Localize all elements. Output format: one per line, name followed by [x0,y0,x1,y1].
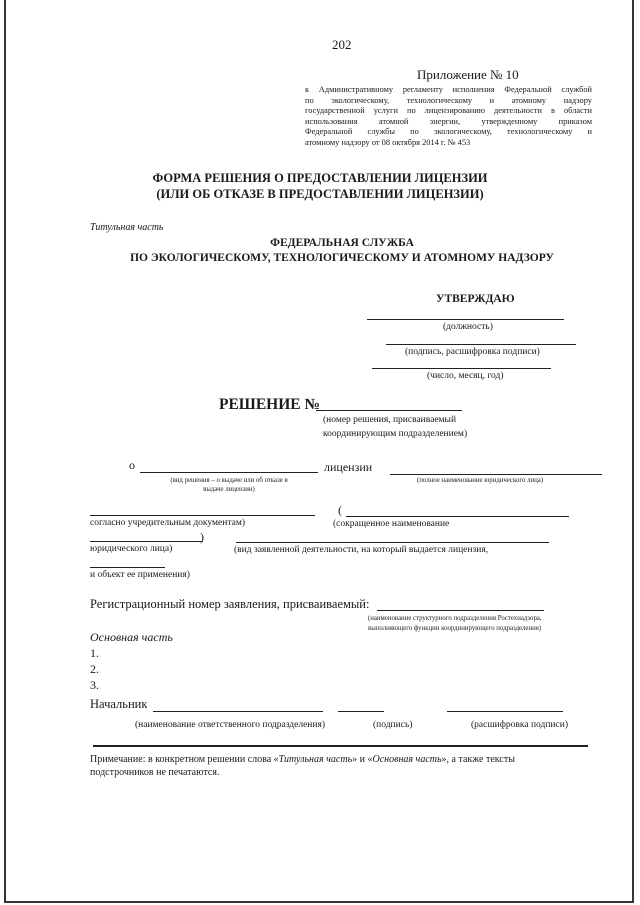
short-name-line [346,516,569,517]
position-line [367,319,564,320]
charter-line [90,515,315,516]
position-caption: (должность) [443,322,493,332]
main-part-item: 2. [90,662,99,676]
license-prefix: о [129,458,135,472]
form-title [0,170,640,202]
decision-caption-line1: (номер решения, присваиваемый [323,415,457,425]
approve-label: УТВЕРЖДАЮ [436,293,515,305]
chief-signature-caption: (подпись) [373,720,413,730]
decision-type-caption-line1: (вид решения – о выдаче или об отказе в [170,477,288,484]
chief-decoding-line [447,711,563,712]
short-name-cont-line [90,541,202,542]
registration-caption [368,614,542,634]
chief-unit-line [153,711,323,712]
org-name-caption: (полное наименование юридического лица) [417,477,544,484]
decision-caption [323,413,467,441]
main-part-item: 3. [90,678,99,692]
activity-line [236,542,549,543]
appendix-title: Приложение № 10 [417,67,519,82]
registration-line [377,610,544,611]
chief-decoding-caption: (расшифровка подписи) [471,720,568,730]
org-name-line [390,474,602,475]
charter-text: согласно учредительным документам) [90,518,246,528]
signature-caption: (подпись, расшифровка подписи) [405,347,540,357]
decision-type-line [140,472,318,473]
decision-number-line [316,410,462,411]
chief-label: Начальник [90,697,148,711]
main-part-item: 1. [90,646,99,660]
note-line1 [90,753,515,766]
license-word: лицензии [324,460,373,474]
short-name-caption: (сокращенное наименование [333,519,450,529]
decision-type-caption [140,476,318,494]
note-line2: подстрочников не печатаются. [90,767,220,778]
note-term2: Основная часть [372,754,442,765]
title-part-label: Титульная часть [90,222,164,233]
agency-line1: ФЕДЕРАЛЬНАЯ СЛУЖБА [270,237,414,249]
appendix-line: использования атомной энергии, утвержденному приказом [305,116,592,126]
date-caption: (число, месяц, год) [427,371,504,381]
decision-type-caption-line2: выдаче лицензии) [203,486,255,493]
signature-line [386,344,576,345]
legal-entity-text: юридического лица) [90,544,173,554]
appendix-line: к Административному регламенту исполнения Федеральной службой [305,85,592,94]
main-part-list [90,645,99,693]
form-title-line2: (ИЛИ ОБ ОТКАЗЕ В ПРЕДОСТАВЛЕНИИ ЛИЦЕНЗИИ) [156,187,484,201]
appendix-line: Федеральной службы по экологическому, технологическому и [305,127,592,137]
appendix-line: государственной услуги по лицензированию деятельности в области [305,106,592,116]
note-mid: » и « [352,754,373,765]
agency-name [0,236,640,266]
appendix-line: по экологическому, технологическому и атомному надзору [305,95,592,105]
object-line [90,567,165,568]
main-part-label: Основная часть [90,630,173,644]
activity-caption: (вид заявленной деятельности, на который выдается лицензия, [234,545,489,555]
note [90,753,515,779]
registration-label: Регистрационный номер заявления, присваиваемый: [90,597,370,611]
appendix-line: атомному надзору от 08 октября 2014 г. № 453 [305,137,471,147]
close-paren: ) [200,530,204,544]
agency-line2: ПО ЭКОЛОГИЧЕСКОМУ, ТЕХНОЛОГИЧЕСКОМУ И АТОМНОМУ НАДЗОРУ [130,252,554,264]
decision-label: РЕШЕНИЕ № [219,396,321,413]
object-caption: и объект ее применения) [90,570,190,580]
note-suffix: », а также тексты [441,754,515,765]
page-number: 202 [332,37,352,52]
note-separator [93,745,588,747]
note-term1: Титульная часть [278,754,353,765]
note-prefix: Примечание: в конкретном решении слова « [90,754,279,765]
date-line [372,368,551,369]
registration-caption-line2: выполняющего функции координирующего подразделения) [368,625,542,632]
decision-caption-line2: координирующим подразделением) [323,429,468,439]
chief-signature-line [338,711,384,712]
appendix-text [305,85,592,149]
registration-caption-line1: (наименование структурного подразделения Ростехнадзора, [368,615,542,622]
chief-unit-caption: (наименование ответственного подразделения) [135,720,326,730]
form-title-line1: ФОРМА РЕШЕНИЯ О ПРЕДОСТАВЛЕНИИ ЛИЦЕНЗИИ [152,171,488,185]
open-paren: ( [338,503,342,517]
